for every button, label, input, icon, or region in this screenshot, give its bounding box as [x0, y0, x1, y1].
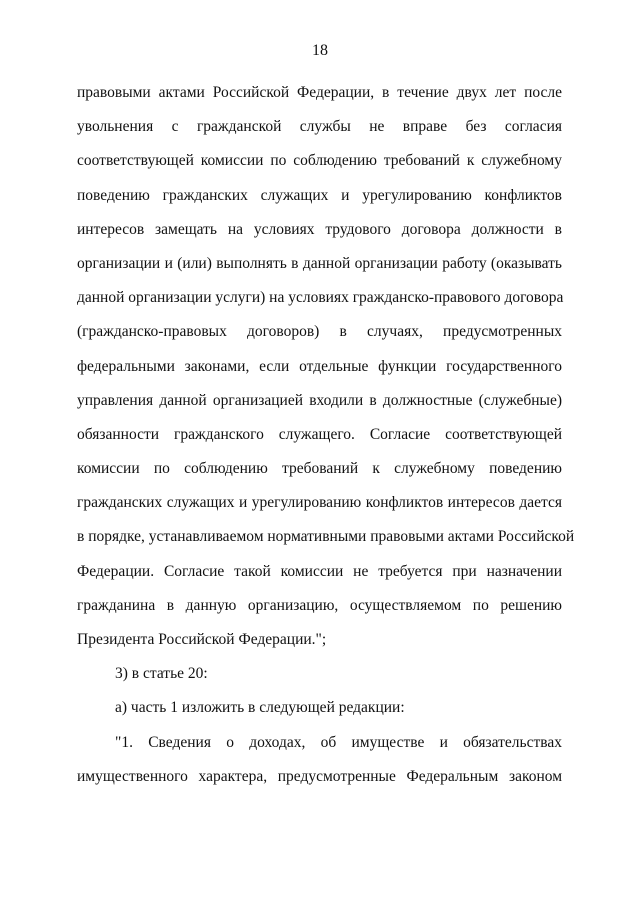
text-line: комиссии по соблюдению требований к служебному поведению [77, 460, 562, 478]
text-line: а) часть 1 изложить в следующей редакции: [115, 699, 405, 717]
text-line: в порядке, устанавливаемом нормативными правовыми актами Российской [77, 528, 575, 546]
paragraph-part-1 [77, 691, 562, 725]
paragraph-continuation [77, 76, 575, 657]
text-line: обязанности гражданского служащего. Согласие соответствующей [77, 425, 562, 443]
text-line: "1. Сведения о доходах, об имуществе и обязательствах [115, 733, 562, 751]
text-line: увольнения с гражданской службы не вправе без согласия [77, 118, 562, 136]
text-line: федеральными законами, если отдельные функции государственного [77, 357, 562, 375]
text-line: соответствующей комиссии по соблюдению требований к служебному [77, 152, 562, 170]
text-line: интересов замещать на условиях трудового договора должности в [77, 220, 562, 238]
paragraph-article-20 [77, 657, 562, 691]
text-line: (гражданско-правовых договоров) в случаях, предусмотренных [77, 323, 562, 341]
text-line: организации и (или) выполнять в данной организации работу (оказывать [77, 254, 562, 272]
text-line: 3) в статье 20: [115, 665, 208, 683]
text-line: управления данной организацией входили в должностные (служебные) [77, 391, 562, 409]
paragraph-new-text [77, 726, 562, 794]
page-number: 18 [312, 42, 328, 59]
text-line: гражданина в данную организацию, осуществляемом по решению [77, 596, 562, 614]
text-line: правовыми актами Российской Федерации, в течение двух лет после [77, 84, 562, 101]
document-body [77, 76, 575, 794]
text-line: гражданских служащих и урегулированию конфликтов интересов дается [77, 494, 562, 512]
text-line: имущественного характера, предусмотренные Федеральным законом [77, 767, 562, 785]
text-line: данной организации услуги) на условиях гражданско-правового договора [77, 289, 564, 307]
text-line: Президента Российской Федерации."; [77, 631, 327, 648]
text-line: Федерации. Согласие такой комиссии не требуется при назначении [77, 562, 562, 580]
text-line: поведению гражданских служащих и урегулированию конфликтов [77, 186, 562, 204]
